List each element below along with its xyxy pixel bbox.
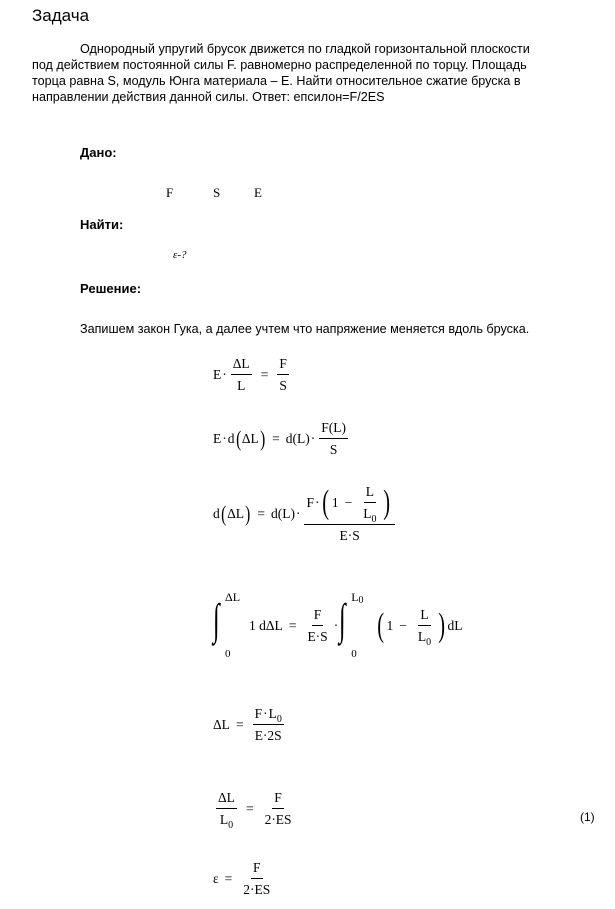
- eq-equals: =: [288, 618, 297, 633]
- eq-term: ΔL: [213, 717, 230, 732]
- problem-line-3: торца равна S, модуль Юнга материала – E. Найти относительное сжатие бруска в: [32, 74, 521, 88]
- numerator: F: [272, 790, 284, 809]
- eq-term: 1: [331, 495, 339, 510]
- fraction: [231, 356, 252, 394]
- denominator: $L_0$: [363, 506, 377, 525]
- fraction: [361, 484, 378, 525]
- denominator: E·S: [339, 528, 360, 543]
- equation-relative: [213, 790, 297, 831]
- denominator: E·2S: [254, 728, 282, 743]
- find-label: Найти:: [80, 217, 124, 232]
- eq-equals: =: [235, 717, 244, 732]
- find-value: ε-?: [173, 249, 187, 261]
- eq-term: ΔL: [241, 431, 259, 446]
- equation-stress-variation: d ( ΔL ) = d(L) · F · ( 1 − $\frac{L}{L_0}$ ) E·S: [213, 484, 398, 544]
- eq-term: F: [306, 495, 314, 510]
- problem-line-1: Однородный упругий брусок движется по гладкой горизонтальной плоскости: [80, 42, 530, 56]
- eq-term: E: [213, 431, 222, 446]
- numerator: ΔL: [231, 356, 252, 375]
- fraction: [241, 860, 272, 898]
- eq-equals: =: [257, 506, 265, 521]
- solution-label: Решение:: [80, 281, 142, 296]
- equation-delta-L: [213, 706, 287, 744]
- integral-sign: ∫ L0 0: [339, 590, 364, 660]
- problem-line-2: под действием постоянной силы F. равномерно распределенной по торцу. Площадь: [32, 58, 527, 72]
- fraction: [319, 420, 348, 458]
- fraction: [305, 607, 329, 645]
- eq-term: ΔL: [227, 506, 245, 521]
- denominator: $L_0$: [417, 629, 432, 648]
- eq-term: 1 dΔL: [249, 618, 283, 633]
- given-var-F: F: [166, 185, 174, 200]
- eq-term: d(L): [270, 506, 295, 521]
- eq-term: d: [213, 506, 220, 521]
- given-var-S: S: [213, 185, 221, 200]
- fraction: [277, 356, 289, 394]
- given-label: Дано:: [80, 145, 117, 160]
- eq-equals: =: [272, 431, 280, 446]
- denominator: 2·ES: [243, 882, 271, 897]
- denominator: S: [329, 442, 338, 457]
- eq-dot: ·: [222, 367, 227, 382]
- numerator: L: [418, 607, 430, 626]
- fraction: [253, 706, 284, 744]
- denominator: 2·ES: [264, 812, 292, 827]
- eq-term: ε: [213, 871, 219, 886]
- eq-dot: ·: [310, 431, 316, 446]
- fraction: [263, 790, 294, 828]
- eq-equals: =: [245, 801, 254, 816]
- numerator: F: [312, 607, 324, 626]
- eq-equals: =: [260, 367, 269, 382]
- solution-intro: Запишем закон Гука, а далее учтем что напряжение меняется вдоль бруска.: [80, 322, 530, 336]
- equation-differential: E · d ( ΔL ) = d(L) · $\frac{F(L)}{S}$: [213, 420, 346, 457]
- eq-term: dL: [447, 618, 463, 633]
- denominator: $L_0$: [219, 812, 234, 831]
- equation-number: (1): [580, 810, 595, 824]
- equation-integral: ∫ ΔL 0 1 dΔL = $\frac{F}{E\cdot S}$ · ∫ L0 0 ( 1 − $\frac{L}{L_0}$ ) dL: [213, 590, 463, 660]
- given-var-E: E: [254, 185, 262, 200]
- numerator: L: [364, 484, 376, 503]
- fraction: [216, 790, 237, 831]
- eq-term: d: [227, 431, 235, 446]
- fraction: [304, 484, 394, 544]
- eq-equals: =: [224, 871, 233, 886]
- equation-answer: [213, 860, 275, 898]
- numerator: F: [251, 860, 263, 879]
- numerator: $F\cdot L_0$: [254, 706, 282, 725]
- denominator: S: [279, 378, 287, 393]
- eq-term: d(L): [285, 431, 310, 446]
- eq-term: 1: [386, 618, 394, 633]
- eq-dot: ·: [314, 495, 320, 510]
- denominator: E·S: [307, 629, 328, 644]
- numerator: F(L): [319, 420, 348, 439]
- eq-dot: ·: [295, 506, 301, 521]
- numerator: F · ( 1 − $\frac{L}{L_0}$ ): [304, 484, 394, 525]
- numerator: F: [277, 356, 289, 375]
- eq-dot: ·: [222, 431, 227, 446]
- eq-term: E: [213, 367, 222, 382]
- eq-minus: −: [399, 618, 407, 633]
- numerator: ΔL: [216, 790, 237, 809]
- page-title: Задача: [32, 6, 90, 25]
- fraction: [416, 607, 433, 648]
- equation-hooke: [213, 356, 292, 394]
- problem-line-4: направлении действия данной силы. Ответ: епсилон=F/2ES: [32, 90, 385, 104]
- integral-sign: ∫ ΔL 0: [213, 590, 241, 660]
- eq-dot: ·: [333, 618, 339, 633]
- eq-minus: −: [344, 495, 353, 510]
- denominator: L: [237, 378, 246, 393]
